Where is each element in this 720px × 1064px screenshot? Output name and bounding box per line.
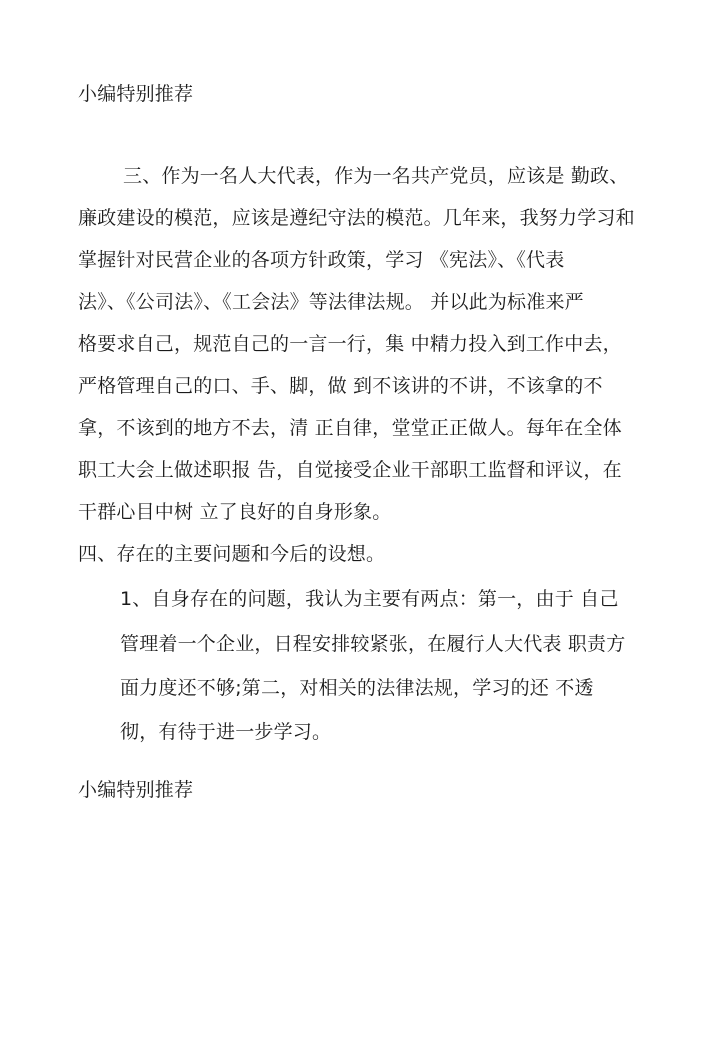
paragraph-line: 三、作为一名人大代表，作为一名共产党员，应该是 勤政、 — [123, 165, 629, 187]
paragraph-line: 掌握针对民营企业的各项方针政策，学习 《宪法》、《代表 — [78, 249, 565, 271]
paragraph-line: 廉政建设的模范，应该是遵纪守法的模范。几年来，我努力学习和 — [78, 207, 635, 229]
paragraph-line: 干群心目中树 立了良好的自身形象。 — [78, 501, 392, 523]
item-line: 管理着一个企业，日程安排较紧张，在履行人大代表 职责方 — [120, 633, 626, 655]
paragraph-line: 格要求自己，规范自己的一言一行，集 中精力投入到工作中去， — [78, 333, 622, 355]
item-line: 1、自身存在的问题，我认为主要有两点：第一，由于 自己 — [120, 588, 619, 610]
paragraph-line: 法》、《公司法》、《工会法》等法律法规。 并以此为标准来严 — [78, 291, 584, 313]
paragraph-line: 职工大会上做述职报 告，自觉接受企业干部职工监督和评议，在 — [78, 459, 622, 481]
item-line: 面力度还不够;第二，对相关的法律法规，学习的还 不透 — [120, 677, 594, 699]
paragraph-line: 拿，不该到的地方不去，清 正自律，堂堂正正做人。每年在全体 — [78, 417, 622, 439]
item-line: 彻，有待于进一步学习。 — [120, 721, 332, 743]
recommendation-footer: 小编特别推荐 — [78, 779, 194, 801]
recommendation-header: 小编特别推荐 — [78, 83, 194, 105]
paragraph-line: 严格管理自己的口、手、脚，做 到不该讲的不讲，不该拿的不 — [78, 375, 603, 397]
section-four-heading: 四、存在的主要问题和今后的设想。 — [78, 543, 386, 565]
